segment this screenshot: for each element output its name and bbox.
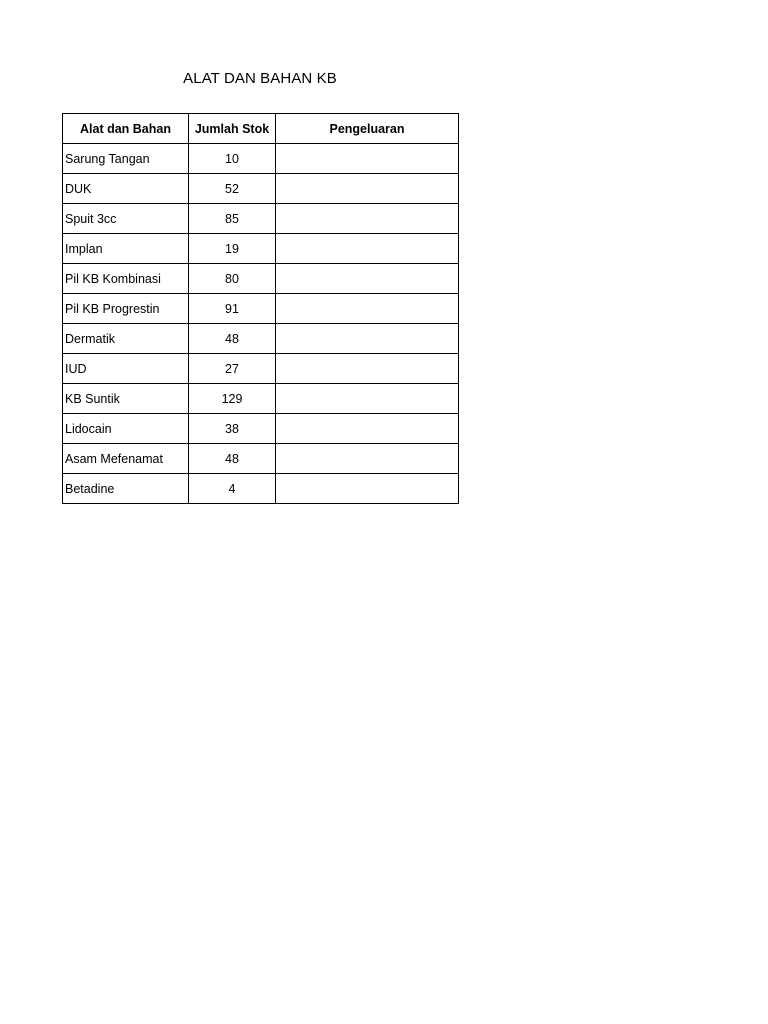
table-row: [63, 234, 459, 264]
item-stock-cell: 85: [189, 204, 276, 234]
item-stock-cell: 27: [189, 354, 276, 384]
column-header-name: Alat dan Bahan: [63, 114, 189, 144]
item-out-cell: [276, 204, 459, 234]
table-row: [63, 324, 459, 354]
stock-table: [62, 113, 459, 504]
item-name-cell: DUK: [63, 174, 189, 204]
item-name-cell: Betadine: [63, 474, 189, 504]
table-row: [63, 174, 459, 204]
item-stock-cell: 48: [189, 444, 276, 474]
item-out-cell: [276, 144, 459, 174]
item-name-cell: Pil KB Progrestin: [63, 294, 189, 324]
table-row: [63, 474, 459, 504]
item-name-cell: IUD: [63, 354, 189, 384]
item-stock-cell: 19: [189, 234, 276, 264]
item-stock-cell: 10: [189, 144, 276, 174]
document-title: ALAT DAN BAHAN KB: [183, 70, 337, 87]
item-name-cell: Sarung Tangan: [63, 144, 189, 174]
table-row: [63, 294, 459, 324]
item-name-cell: Asam Mefenamat: [63, 444, 189, 474]
item-name-cell: Lidocain: [63, 414, 189, 444]
item-out-cell: [276, 264, 459, 294]
item-stock-cell: 48: [189, 324, 276, 354]
column-header-stock: Jumlah Stok: [189, 114, 276, 144]
item-name-cell: Spuit 3cc: [63, 204, 189, 234]
item-stock-cell: 129: [189, 384, 276, 414]
column-header-out: Pengeluaran: [276, 114, 459, 144]
item-name-cell: Dermatik: [63, 324, 189, 354]
item-name-cell: Implan: [63, 234, 189, 264]
table-header-row: [63, 114, 459, 144]
table-row: [63, 264, 459, 294]
item-out-cell: [276, 324, 459, 354]
item-stock-cell: 38: [189, 414, 276, 444]
item-stock-cell: 91: [189, 294, 276, 324]
table-row: [63, 384, 459, 414]
item-out-cell: [276, 384, 459, 414]
item-out-cell: [276, 354, 459, 384]
item-out-cell: [276, 174, 459, 204]
item-name-cell: Pil KB Kombinasi: [63, 264, 189, 294]
item-out-cell: [276, 444, 459, 474]
table-row: [63, 354, 459, 384]
item-out-cell: [276, 234, 459, 264]
item-stock-cell: 52: [189, 174, 276, 204]
item-stock-cell: 80: [189, 264, 276, 294]
item-out-cell: [276, 414, 459, 444]
item-stock-cell: 4: [189, 474, 276, 504]
item-name-cell: KB Suntik: [63, 384, 189, 414]
table-row: [63, 414, 459, 444]
item-out-cell: [276, 474, 459, 504]
table-row: [63, 444, 459, 474]
table-row: [63, 204, 459, 234]
table-row: [63, 144, 459, 174]
item-out-cell: [276, 294, 459, 324]
